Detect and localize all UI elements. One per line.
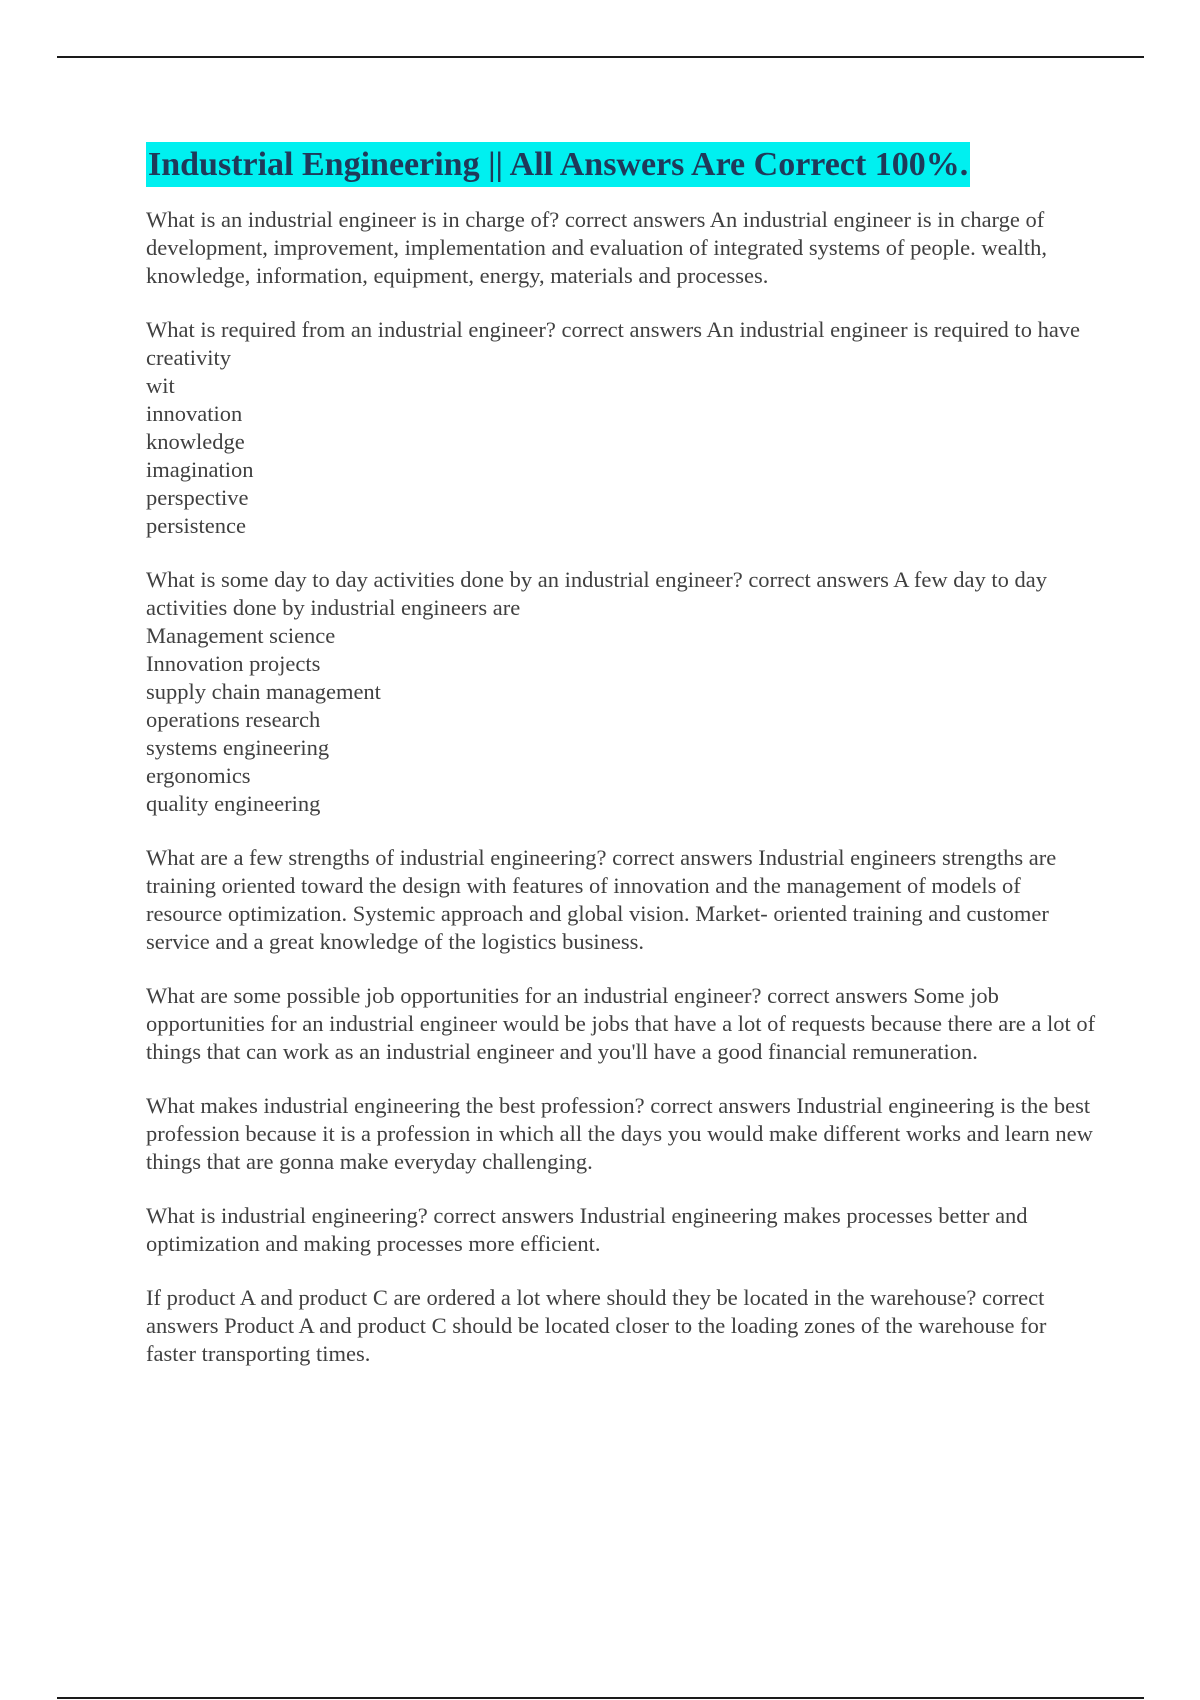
list-item: imagination [146,457,254,482]
list-item: Management science [146,623,336,648]
qa-text: What are a few strengths of industrial engineering? correct answers Industrial engineers strengths are training oriented toward the design with features of innovation and the management of models of resource optimization. Systemic approach and global vision. Market- oriented training and customer service and a great knowledge of the logistics business. [146,845,1057,954]
qa-text: What are some possible job opportunities for an industrial engineer? correct answers Some job opportunities for an industrial engineer would be jobs that have a lot of requests because there are a lot of things that can work as an industrial engineer and you'll have a good financial remuneration. [146,983,1096,1064]
list-item: creativity [146,345,231,370]
list-item: systems engineering [146,735,330,760]
qa-block-1 [146,206,1096,290]
qa-text: What is some day to day activities done by an industrial engineer? correct answers A few day to day activities done by industrial engineers are [146,567,1047,620]
list-item: knowledge [146,429,245,454]
list-item: perspective [146,485,249,510]
qa-block-6 [146,1092,1096,1176]
list-item: supply chain management [146,679,381,704]
list-item: persistence [146,513,246,538]
qa-block-8 [146,1284,1096,1368]
list-item: ergonomics [146,763,251,788]
qa-block-7 [146,1202,1096,1258]
qa-block-2 [146,316,1096,540]
list-item: wit [146,373,175,398]
list-item: Innovation projects [146,651,321,676]
qa-block-3 [146,566,1096,818]
qa-text: What is industrial engineering? correct answers Industrial engineering makes processes better and optimization and making processes more efficient. [146,1203,1028,1256]
document-title: Industrial Engineering || All Answers Are Correct 100%. [146,142,970,187]
qa-block-4 [146,844,1096,956]
document-body [146,142,1096,1368]
qa-text: What is required from an industrial engineer? correct answers An industrial engineer is required to have [146,317,1081,342]
list-item: operations research [146,707,321,732]
list-item: innovation [146,401,243,426]
qa-text: What makes industrial engineering the best profession? correct answers Industrial engineering is the best profession because it is a profession in which all the days you would make different works and learn new things that are gonna make everyday challenging. [146,1093,1093,1174]
list-item: quality engineering [146,791,321,816]
qa-block-5 [146,982,1096,1066]
qa-text: If product A and product C are ordered a lot where should they be located in the warehouse? correct answers Product A and product C should be located closer to the loading zones of the warehouse for faster transporting times. [146,1285,1047,1366]
qa-text: What is an industrial engineer is in charge of? correct answers An industrial engineer is in charge of development, improvement, implementation and evaluation of integrated systems of people. wealth, knowledge, information, equipment, energy, materials and processes. [146,207,1047,288]
footer-rule [57,1697,1144,1699]
header-rule [57,56,1144,58]
